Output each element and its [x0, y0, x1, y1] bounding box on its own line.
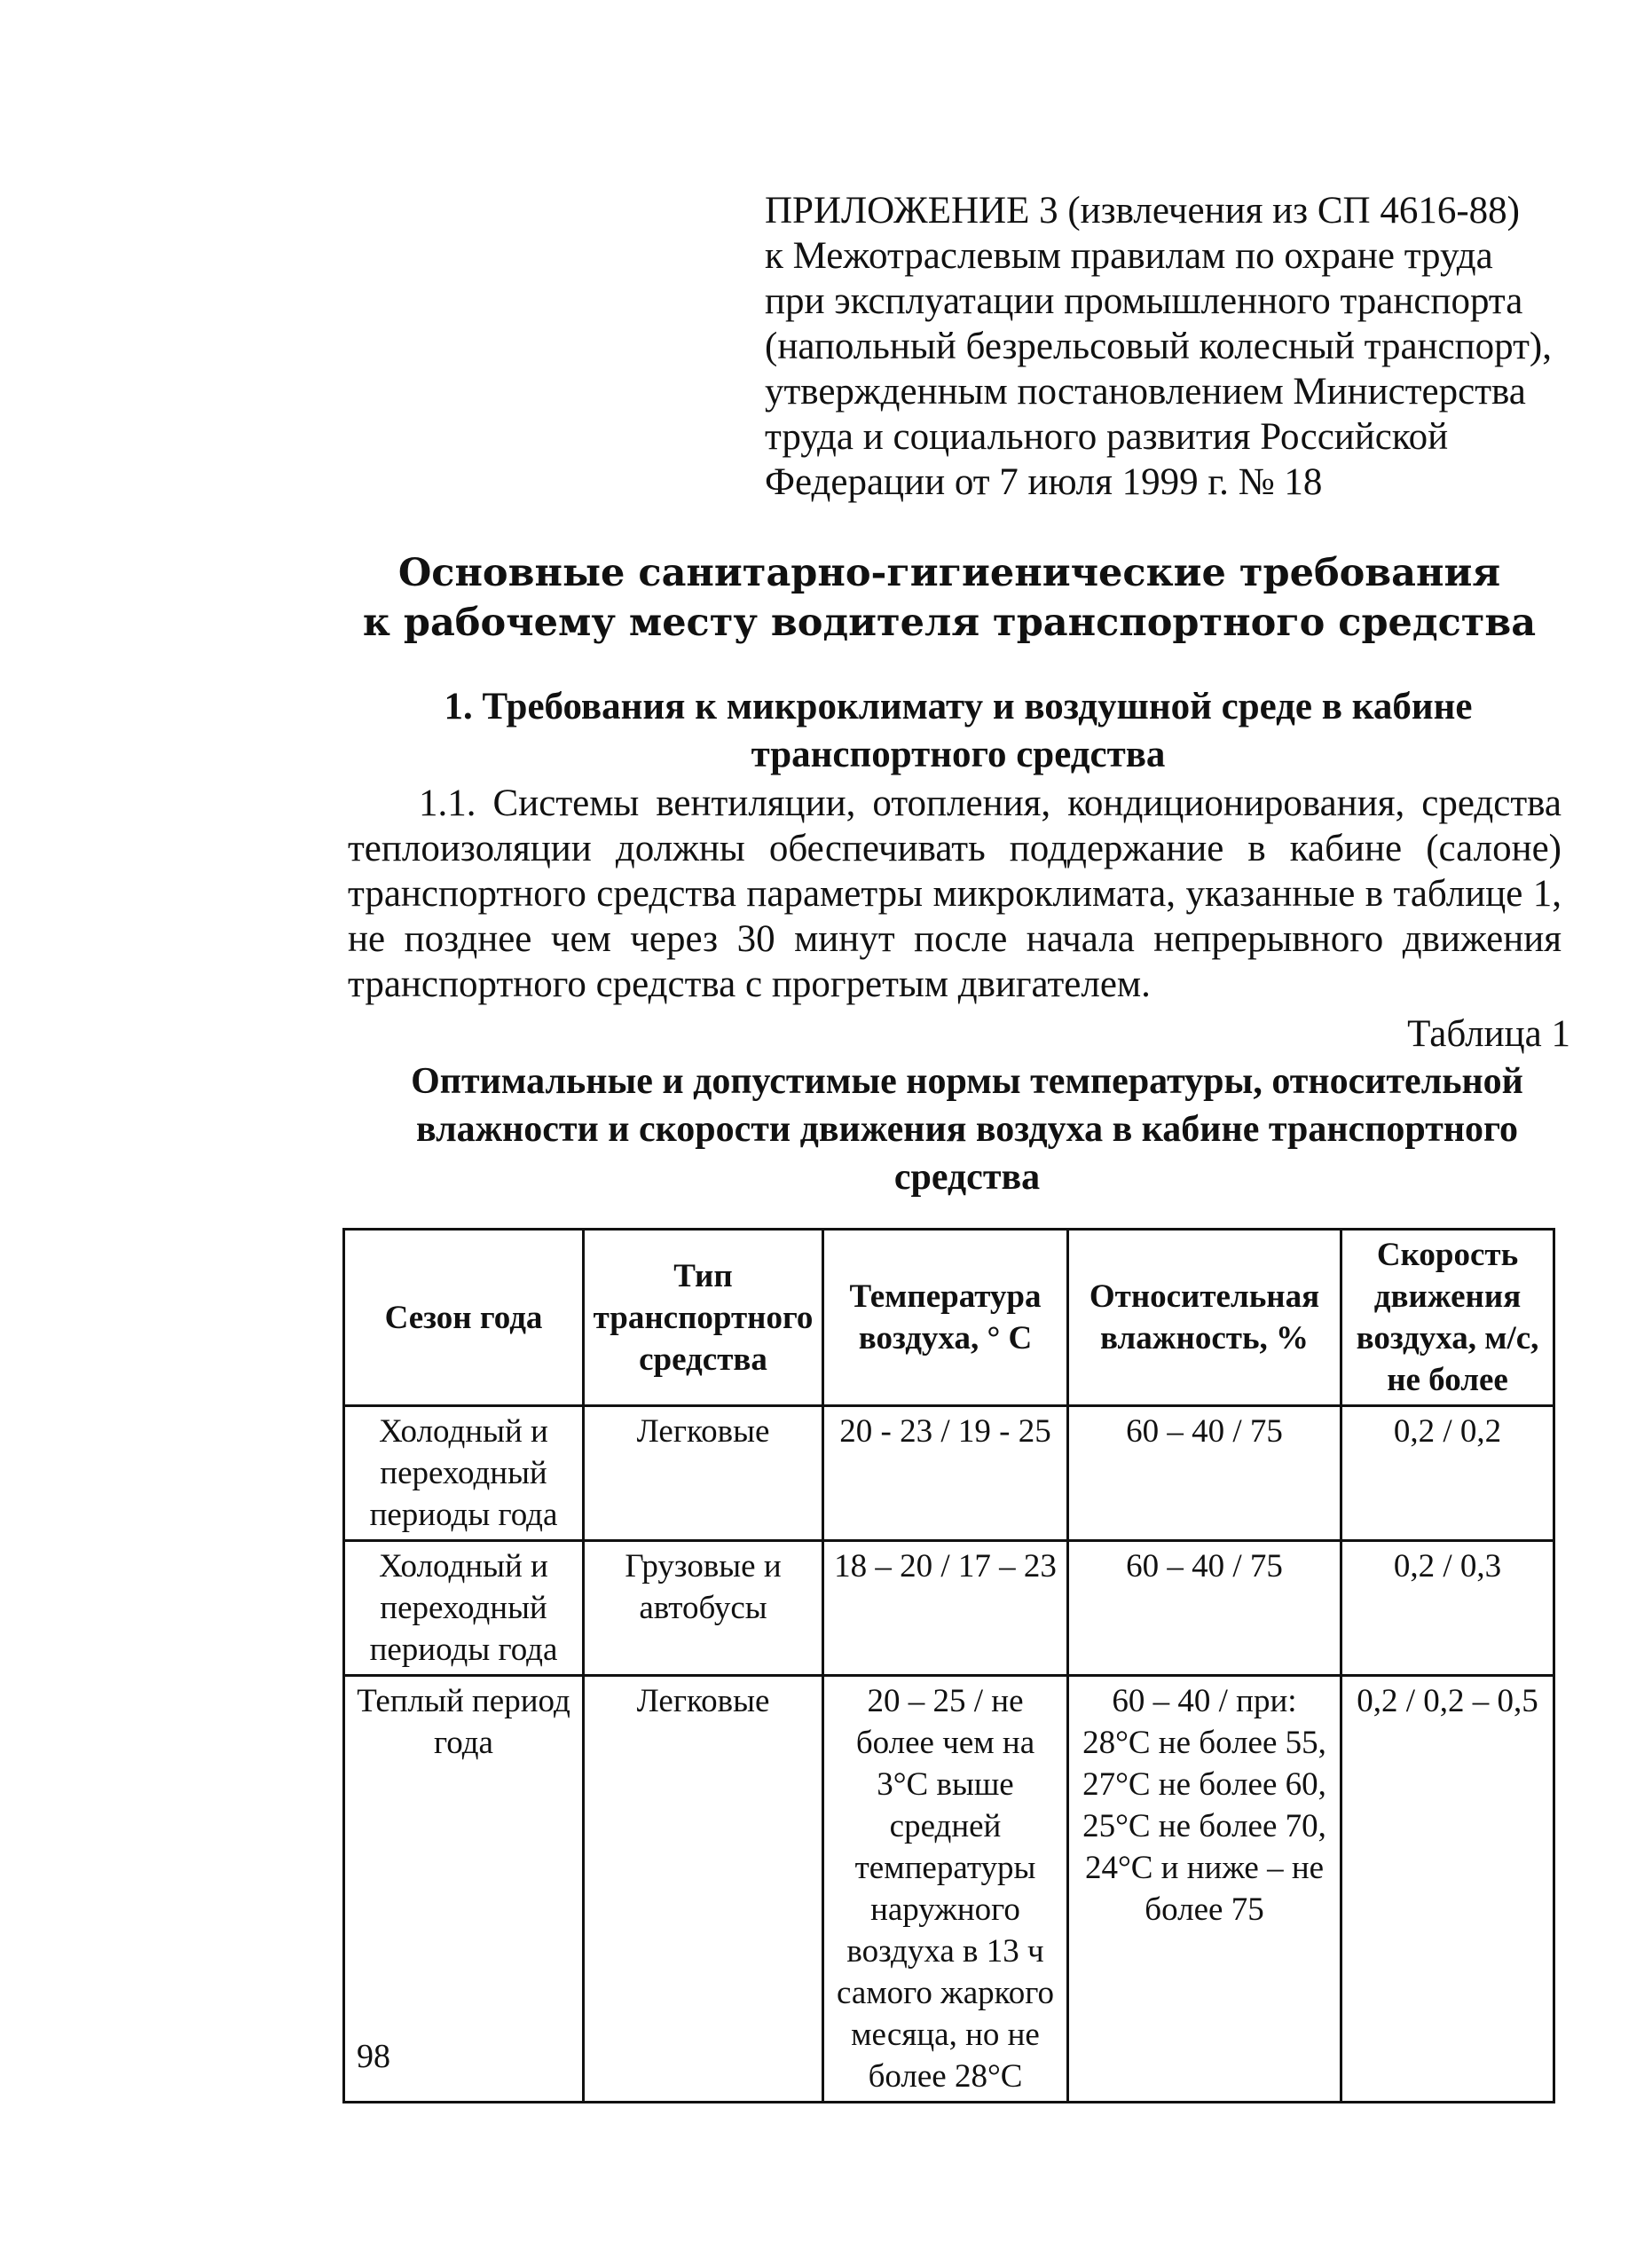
cell-humidity: 60 – 40 / при: 28°С не более 55, 27°С не более 60, 25°С не более 70, 24°С и ниже – не более 75	[1068, 1676, 1341, 2103]
header-humidity: Относительная влажность, %	[1068, 1230, 1341, 1406]
header-temperature: Температура воздуха, ° С	[823, 1230, 1068, 1406]
header-season: Сезон года	[344, 1230, 584, 1406]
header-air-speed: Скорость движения воздуха, м/с, не более	[1341, 1230, 1554, 1406]
microclimate-table	[342, 1228, 1555, 2103]
section-title-line: транспортного средства	[751, 734, 1166, 775]
appendix-line: труда и социального развития Российской	[765, 416, 1449, 458]
table-title-line: Оптимальные и допустимые нормы температуры, относительной	[411, 1061, 1523, 1102]
cell-vehicle-type: Легковые	[584, 1676, 823, 2103]
cell-air-speed: 0,2 / 0,3	[1341, 1541, 1554, 1676]
paragraph-1-1: 1.1. Системы вентиляции, отопления, кондиционирования, средства теплоизоляции должны обеспечивать поддержание в кабине (салоне) транспортного средства параметры микроклимата, указанные в таблице 1, не позднее чем через 30 минут после начала непрерывного движения транспортного средства с прогретым двигателем.	[348, 782, 1562, 1005]
cell-temperature: 18 – 20 / 17 – 23	[823, 1541, 1068, 1676]
section-title-line: 1. Требования к микроклимату и воздушной среде в кабине	[444, 686, 1473, 727]
appendix-header	[765, 188, 1617, 505]
table-row	[344, 1676, 1554, 2103]
cell-air-speed: 0,2 / 0,2 – 0,5	[1341, 1676, 1554, 2103]
cell-vehicle-type: Легковые	[584, 1406, 823, 1541]
cell-season: Холодный и переходный периоды года	[344, 1541, 584, 1676]
cell-temperature: 20 - 23 / 19 - 25	[823, 1406, 1068, 1541]
table-row	[344, 1541, 1554, 1676]
appendix-line: к Межотраслевым правилам по охране труда	[765, 235, 1493, 277]
cell-humidity: 60 – 40 / 75	[1068, 1406, 1341, 1541]
appendix-line: утвержденным постановлением Министерства	[765, 371, 1526, 413]
appendix-line: (напольный безрельсовый колесный транспорт),	[765, 326, 1552, 367]
table-number: Таблица 1	[1407, 1013, 1570, 1055]
cell-humidity: 60 – 40 / 75	[1068, 1541, 1341, 1676]
appendix-line: Федерации от 7 июля 1999 г. № 18	[765, 461, 1323, 503]
section-title	[355, 683, 1562, 779]
appendix-line: при эксплуатации промышленного транспорта	[765, 280, 1523, 322]
cell-season: Холодный и переходный периоды года	[344, 1406, 584, 1541]
cell-air-speed: 0,2 / 0,2	[1341, 1406, 1554, 1541]
table-row	[344, 1406, 1554, 1541]
main-title-line: к рабочему месту водителя транспортного средства	[362, 601, 1537, 645]
header-vehicle-type: Тип транспортного средства	[584, 1230, 823, 1406]
main-title-line: Основные санитарно-гигиенические требования	[397, 551, 1501, 595]
main-title	[319, 548, 1579, 648]
page-number: 98	[357, 2038, 390, 2075]
table-title	[355, 1058, 1579, 1201]
table-title-line: средства	[893, 1157, 1041, 1198]
table-header-row	[344, 1230, 1554, 1406]
cell-vehicle-type: Грузовые и автобусы	[584, 1541, 823, 1676]
cell-temperature: 20 – 25 / не более чем на 3°С выше средней температуры наружного воздуха в 13 ч самого жаркого месяца, но не более 28°С	[823, 1676, 1068, 2103]
appendix-line: ПРИЛОЖЕНИЕ 3 (извлечения из СП 4616-88)	[765, 190, 1520, 232]
table-title-line: влажности и скорости движения воздуха в кабине транспортного	[415, 1109, 1519, 1150]
cell-season: Теплый период года	[344, 1676, 584, 2103]
